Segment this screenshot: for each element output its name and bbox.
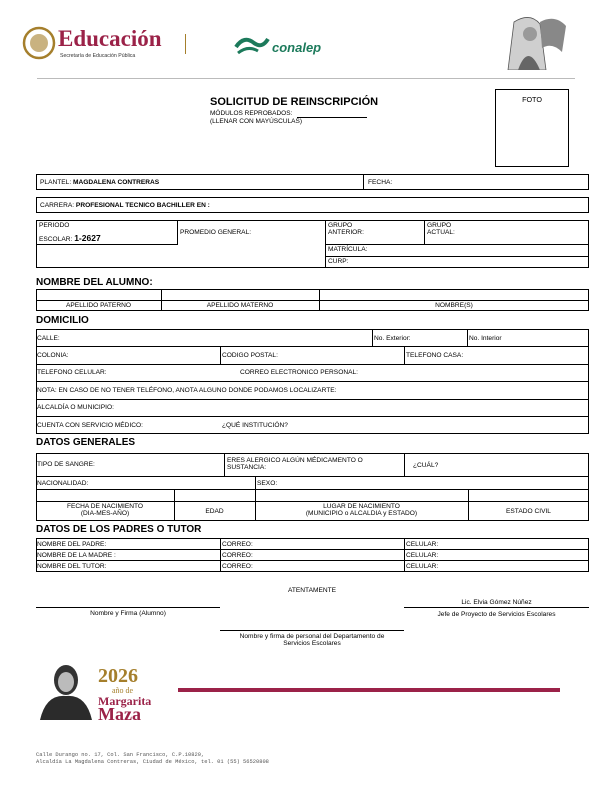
institucion-field[interactable]: ¿QUÉ INSTITUCIÓN? [222, 422, 288, 429]
conalep-logo [234, 33, 344, 59]
correo-personal-field[interactable]: CORREO ELECTRONICO PERSONAL: [240, 369, 358, 376]
domicilio-heading: DOMICILIO [36, 315, 89, 326]
madre-celular-field[interactable]: CELULAR: [406, 552, 439, 559]
nacionalidad-field[interactable]: NACIONALIDAD: [37, 480, 89, 487]
padre-correo-field[interactable]: CORREO: [222, 541, 253, 548]
colonia-field[interactable]: COLONIA: [37, 352, 69, 359]
personal-signature-label: Nombre y firma de personal del Departamento de Servicios Escolares [239, 633, 385, 648]
alcaldia-field[interactable]: ALCALDÍA O MUNICIPIO: [37, 404, 114, 411]
no-interior-field[interactable]: No. Interior [469, 335, 502, 342]
tutor-nombre-field[interactable]: NOMBRE DEL TUTOR: [37, 563, 107, 570]
footer-address-2: Alcaldía La Magdalena Contreras, Ciudad de México, tel. 01 (55) 56520808 [36, 759, 269, 765]
generales-heading: DATOS GENERALES [36, 437, 136, 448]
footer-address-1: Calle Durango no. 17, Col. San Francisco, C.P.10820, [36, 752, 205, 758]
alumno-signature-label: Nombre y Firma (Alumno) [90, 610, 166, 617]
tutor-celular-field[interactable]: CELULAR: [406, 563, 439, 570]
carrera-field[interactable]: CARRERA: PROFESIONAL TECNICO BACHILLER EN : [40, 202, 210, 209]
tutor-correo-field[interactable]: CORREO: [222, 563, 253, 570]
photo-box[interactable] [495, 89, 569, 167]
madre-correo-field[interactable]: CORREO: [222, 552, 253, 559]
no-exterior-field[interactable]: No. Exterior: [374, 335, 411, 342]
header-rule [37, 78, 575, 79]
eagle-seal-icon [22, 26, 56, 60]
codigo-postal-field[interactable]: CODIGO POSTAL: [222, 352, 278, 359]
grupo-anterior-field[interactable]: GRUPO ANTERIOR: [328, 222, 364, 237]
portrait-icon [36, 660, 96, 720]
atentamente-label: ATENTAMENTE [287, 587, 337, 594]
photo-label: FOTO [522, 95, 542, 104]
modulos-label: MÓDULOS REPROBADOS: [210, 110, 293, 117]
estado-civil-label: ESTADO CIVIL [506, 508, 551, 515]
year-2026: 2026 [98, 665, 138, 687]
plantel-field[interactable]: PLANTEL: MAGDALENA CONTRERAS [40, 179, 160, 186]
jefe-signature-line[interactable] [404, 607, 589, 608]
alumno-heading: NOMBRE DEL ALUMNO: [36, 277, 153, 288]
padre-nombre-field[interactable]: NOMBRE DEL PADRE: [37, 541, 107, 548]
cual-field[interactable]: ¿CUÁL? [413, 462, 439, 469]
telefono-casa-field[interactable]: TELEFONO CASA: [406, 352, 464, 359]
nombres-label: NOMBRE(S) [435, 302, 473, 309]
flag-woman-icon [500, 12, 570, 70]
logo-text: Educación [58, 26, 162, 51]
alumno-signature-line[interactable] [36, 607, 220, 608]
periodo-label: PERIODO [39, 222, 70, 229]
telefono-celular-field[interactable]: TELEFONO CELULAR: [37, 369, 107, 376]
matricula-field[interactable]: MATRÍCULA: [328, 246, 368, 253]
carrera-value: PROFESIONAL TECNICO BACHILLER EN : [75, 202, 210, 209]
calle-field[interactable]: CALLE: [37, 335, 60, 342]
edad-label: EDAD [205, 508, 224, 515]
conalep-text: conalep [272, 40, 322, 55]
logo-subtext: Secretaría de Educación Pública [60, 53, 136, 59]
maza-text: Maza [98, 704, 141, 724]
tipo-sangre-field[interactable]: TIPO DE SANGRE: [37, 461, 95, 468]
sep-logo [22, 26, 177, 62]
lugar-nacimiento-label: LUGAR DE NACIMIENTO (MUNICIPIO o ALCALDIA y ESTADO) [305, 503, 418, 518]
madre-nombre-field[interactable]: NOMBRE DE LA MADRE : [37, 552, 116, 559]
grupo-actual-field[interactable]: GRUPO ACTUAL: [427, 222, 455, 237]
nota-field[interactable]: NOTA: EN CASO DE NO TENER TELÉFONO, ANOTA ALGUNO DONDE PODAMOS LOCALIZARTE: [37, 387, 337, 394]
apellido-paterno-label: APELLIDO PATERNO [66, 302, 131, 309]
margarita-portrait [36, 660, 96, 720]
fecha-nacimiento-label: FECHA DE NACIMIENTO (DIA-MES-AÑO) [66, 503, 144, 518]
form-title: SOLICITUD DE REINSCRIPCIÓN [210, 96, 379, 108]
apellido-materno-label: APELLIDO MATERNO [206, 302, 274, 309]
modulos-line [297, 117, 367, 118]
periodo-field[interactable]: ESCOLAR: 1-2627 [39, 233, 101, 243]
sexo-field[interactable]: SEXO: [257, 480, 278, 487]
ano-de: año de [112, 686, 134, 695]
heroine-image [500, 12, 570, 70]
personal-signature-line[interactable] [220, 630, 404, 631]
padre-celular-field[interactable]: CELULAR: [406, 541, 439, 548]
margarita-text: Margarita [98, 694, 152, 708]
jefe-title: Jefe de Proyecto de Servicios Escolares [437, 611, 556, 618]
curp-field[interactable]: CURP: [328, 258, 349, 265]
padres-table [36, 538, 589, 572]
promedio-field[interactable]: PROMEDIO GENERAL: [180, 229, 252, 236]
footer-bar [178, 688, 560, 692]
conalep-mark-icon [234, 35, 270, 55]
periodo-value: 1-2627 [74, 233, 101, 243]
fecha-field[interactable]: FECHA: [368, 179, 393, 186]
logo-divider [185, 34, 186, 54]
alergico-field[interactable]: ERES ALERGICO ALGÚN MÉDICAMENTO O SUSTANCIA: [227, 457, 363, 472]
llenar-note: (LLENAR CON MAYÚSCULAS) [210, 118, 302, 125]
servicio-medico-field[interactable]: CUENTA CON SERVICIO MÉDICO: [37, 422, 144, 429]
plantel-value: MAGDALENA CONTRERAS [73, 179, 160, 186]
padres-heading: DATOS DE LOS PADRES O TUTOR [36, 524, 202, 535]
lic-name: Lic. Elvia Gómez Núñez [461, 599, 532, 606]
